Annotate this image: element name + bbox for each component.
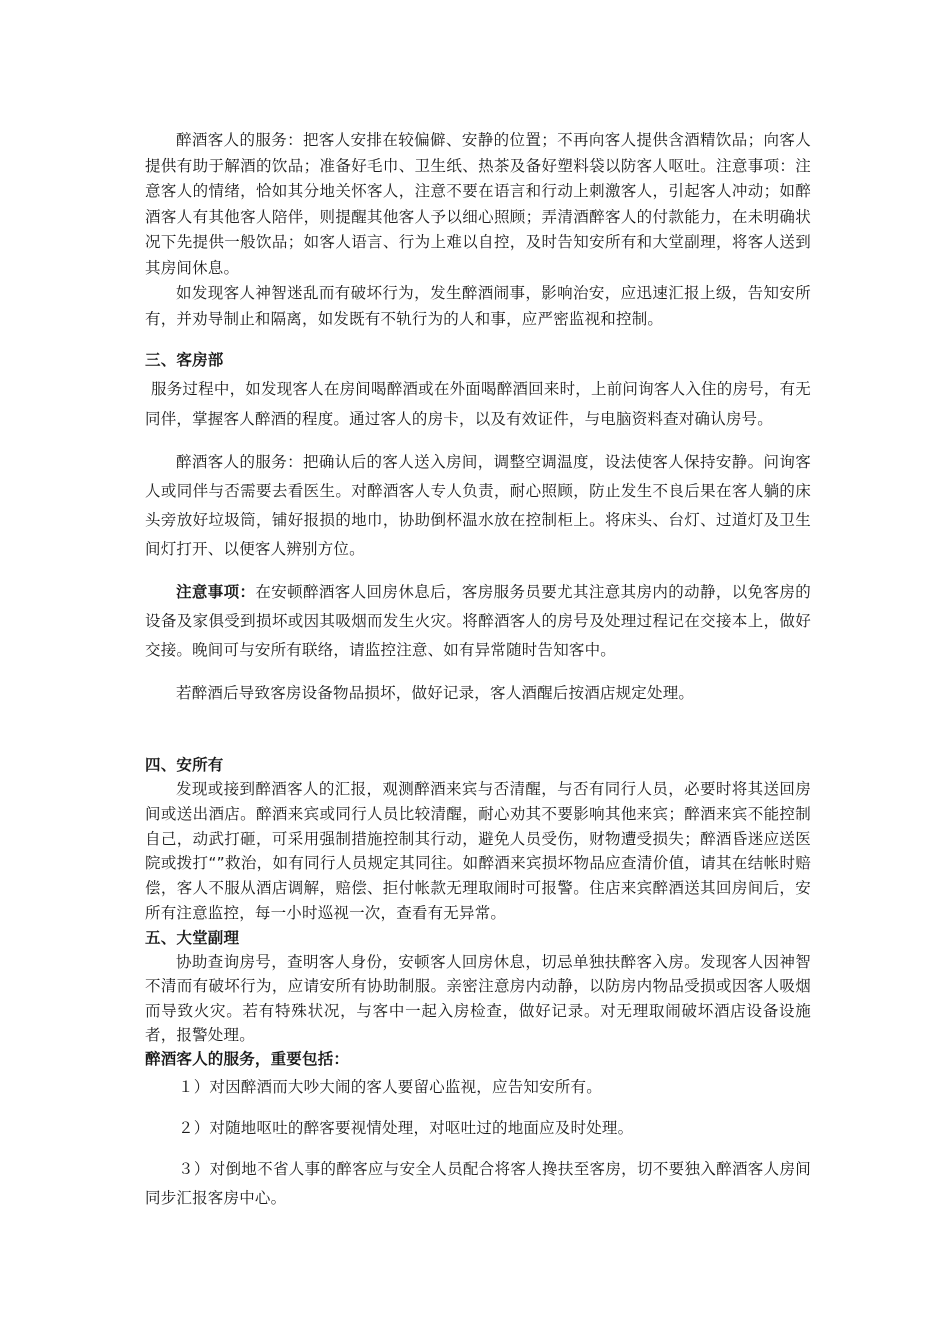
paragraph-disorderly-guest: 如发现客人神智迷乱而有破坏行为，发生醉酒闹事，影响治安，应迅速汇报上级，告知安所有，并劝导制止和隔离，如发既有不轨行为的人和事，应严密监视和控制。 [145, 284, 811, 328]
notes-text: 在安顿醉酒客人回房休息后，客房服务员要尤其注意其房内的动静，以免客房的设备及家俱受到损坏或因其吸烟而发生火灾。将醉酒客人的房号及处理过程记在交接本上，做好交接。晚间可与安所有联络，请监控注意、如有异常随时告知客中。 [145, 583, 811, 659]
paragraph-housekeeping-process: 服务过程中，如发现客人在房间喝醉酒或在外面喝醉酒回来时，上前问询客人入住的房号，有无同伴，掌握客人醉酒的程度。通过客人的房卡，以及有效证件，与电脑资料查对确认房号。 [145, 380, 811, 428]
paragraph-security: 发现或接到醉酒客人的汇报，观测醉酒来宾与否清醒，与否有同行人员，必要时将其送回房间或送出酒店。醉酒来宾或同行人员比较清醒，耐心劝其不要影响其他来宾；醉酒来宾不能控制自己，动武打砸，可采用强制措施控制其行动，避免人员受伤，财物遭受损失；醉酒昏迷应送医院或拨打“”救治，如有同行人员规定其同往。如醉酒来宾损坏物品应查清价值，请其在结帐时赔偿，客人不服从酒店调解，赔偿、拒付帐款无理取闹时可报警。住店来宾醉酒送其回房间后，安所有注意监控，每一小时巡视一次，查看有无异常。 [145, 780, 811, 922]
paragraph-housekeeping-service: 醉酒客人的服务：把确认后的客人送入房间，调整空调温度，设法使客人保持安静。问询客人或同伴与否需要去看医生。对醉酒客人专人负责，耐心照顾，防止发生不良后果在客人躺的床头旁放好垃圾筒，铺好报损的地巾，协助倒杯温水放在控制柜上。将床头、台灯、过道灯及卫生间灯打开、以便客人辨别方位。 [145, 453, 811, 558]
heading-lobby-manager: 五、大堂副理 [145, 928, 240, 947]
list-item: ２）对随地呕吐的醉客要视情处理，对呕吐过的地面应及时处理。 [178, 1119, 634, 1138]
heading-housekeeping: 三、客房部 [145, 351, 224, 369]
heading-security: 四、安所有 [145, 756, 224, 774]
document-page [145, 128, 811, 1213]
list-item: １）对因醉酒而大吵大闹的客人要留心监视，应告知安所有。 [178, 1078, 602, 1097]
heading-service-summary: 醉酒客人的服务，重要包括： [145, 1050, 350, 1069]
paragraph-damage-handling: 若醉酒后导致客房设备物品损坏，做好记录，客人酒醒后按酒店规定处理。 [176, 684, 695, 702]
list-item: ３）对倒地不省人事的醉客应与安全人员配合将客人搀扶至客房，切不要独入醉酒客人房间同步汇报客房中心。 [145, 1160, 811, 1208]
paragraph-lobby-manager: 协助查询房号，查明客人身份，安顿客人回房休息，切忌单独扶醉客入房。发现客人因神智不清而有破坏行为，应请安所有协助制服。亲密注意房内动静，以防房内物品受损或因客人吸烟而导致火灾。若有特殊状况，与客中一起入房检查，做好记录。对无理取闹破坏酒店设备设施者，报警处理。 [145, 952, 811, 1044]
paragraph-housekeeping-notes [145, 578, 811, 665]
notes-label: 注意事项： [176, 583, 256, 601]
paragraph-drunk-guest-service: 醉酒客人的服务：把客人安排在较偏僻、安静的位置；不再向客人提供含酒精饮品；向客人提供有助于解酒的饮品；准备好毛巾、卫生纸、热茶及备好塑料袋以防客人呕吐。注意事项：注意客人的情绪，恰如其分地关怀客人，注意不要在语言和行动上刺激客人，引起客人冲动；如醉酒客人有其他客人陪伴，则提醒其他客人予以细心照顾；弄清酒醉客人的付款能力，在未明确状况下先提供一般饮品；如客人语言、行为上难以自控，及时告知安所有和大堂副理，将客人送到其房间休息。 [145, 131, 811, 277]
